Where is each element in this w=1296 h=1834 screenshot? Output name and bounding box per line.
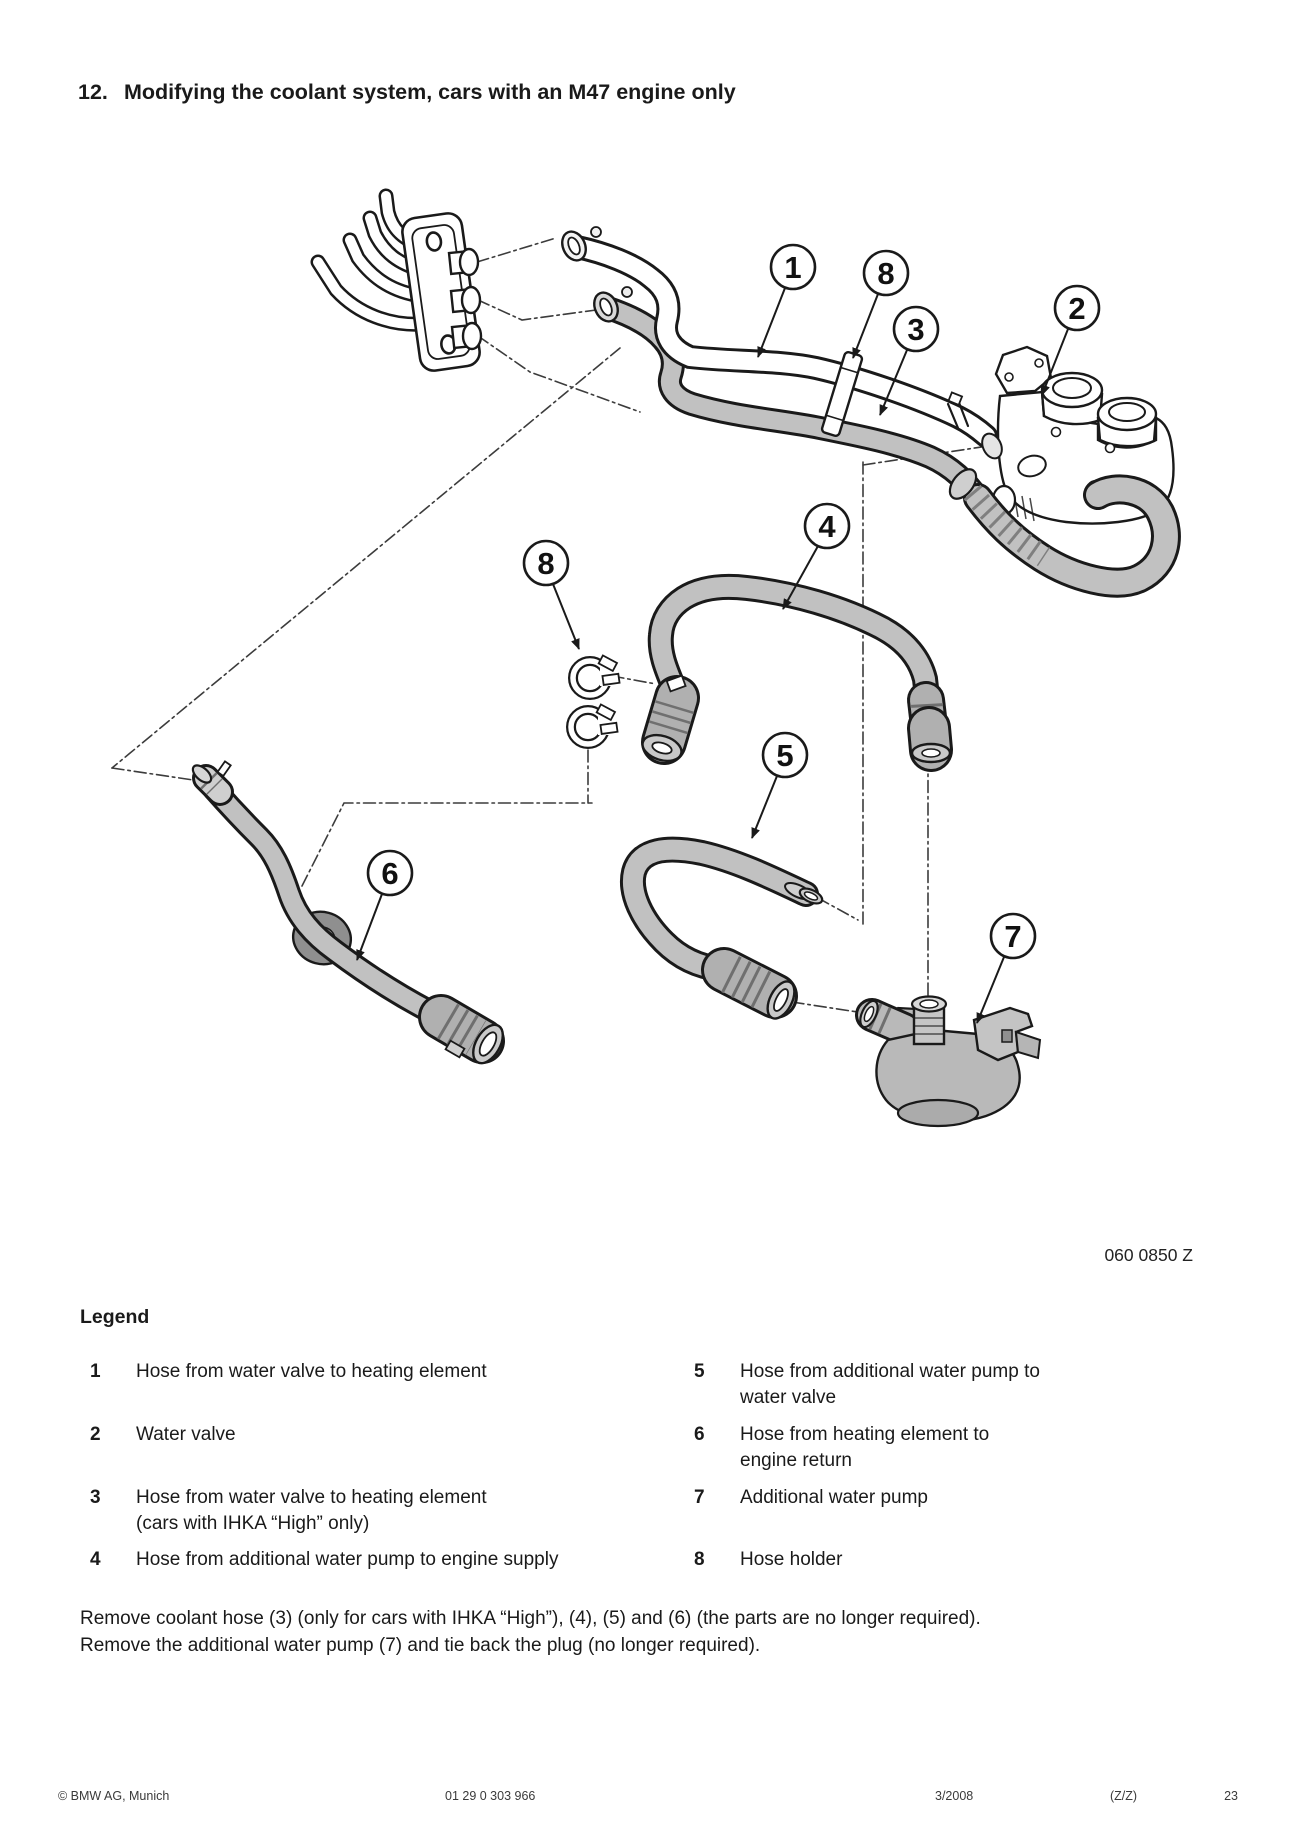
footer-date: 3/2008 bbox=[935, 1789, 974, 1803]
legend-item-number: 1 bbox=[90, 1361, 101, 1382]
legend-item-7: 7 Additional water pump bbox=[694, 1485, 1054, 1511]
svg-text:1: 1 bbox=[784, 250, 802, 285]
callout-1 bbox=[771, 245, 815, 289]
callout-4 bbox=[805, 504, 849, 548]
instruction-paragraph: Remove coolant hose (3) (only for cars with IHKA “High”), (4), (5) and (6) (the parts are no longer required). Remove the additional water pump (7) and tie back the plug (no longer required). bbox=[80, 1608, 981, 1656]
footer-revision: (Z/Z) bbox=[1110, 1789, 1138, 1803]
legend-item-number: 6 bbox=[694, 1424, 705, 1445]
svg-text:2: 2 bbox=[1068, 291, 1086, 326]
figure-reference: 060 0850 Z bbox=[1104, 1245, 1193, 1265]
callout-6 bbox=[368, 851, 412, 895]
footer-doc-number: 01 29 0 303 966 bbox=[445, 1789, 536, 1803]
svg-text:8: 8 bbox=[537, 546, 555, 581]
hose-clamps bbox=[571, 655, 620, 744]
legend-item-1: 1 Hose from water valve to heating element bbox=[90, 1359, 610, 1385]
svg-text:6: 6 bbox=[381, 856, 399, 891]
legend-item-number: 4 bbox=[90, 1549, 101, 1570]
callout-7 bbox=[991, 914, 1035, 958]
svg-text:3: 3 bbox=[907, 312, 925, 347]
hose-5 bbox=[633, 850, 824, 1023]
svg-text:4: 4 bbox=[818, 509, 836, 544]
section-number: 12. bbox=[78, 80, 108, 104]
callout-8-top bbox=[864, 251, 908, 295]
callout-3 bbox=[894, 307, 938, 351]
callout-2 bbox=[1055, 286, 1099, 330]
water-pump bbox=[857, 997, 1040, 1127]
legend-item-6: 6 Hose from heating element to engine return bbox=[694, 1424, 990, 1471]
legend-item-2: 2 Water valve bbox=[90, 1422, 610, 1448]
legend-item-8: 8 Hose holder bbox=[694, 1547, 1054, 1573]
svg-text:8: 8 bbox=[877, 256, 895, 291]
legend-item-5: 5 Hose from additional water pump to water valve bbox=[694, 1361, 1040, 1408]
page-title: Modifying the coolant system, cars with an M47 engine only bbox=[124, 80, 736, 104]
heater-flange bbox=[318, 196, 481, 372]
footer-page-number: 23 bbox=[1224, 1789, 1238, 1803]
legend-item-number: 8 bbox=[694, 1549, 705, 1570]
legend-title: Legend bbox=[80, 1306, 150, 1328]
legend-item-number: 5 bbox=[694, 1361, 705, 1382]
footer-copyright: © BMW AG, Munich bbox=[58, 1789, 170, 1803]
hose-6 bbox=[190, 761, 509, 1068]
legend-item-number: 2 bbox=[90, 1424, 101, 1445]
legend-item-number: 7 bbox=[694, 1487, 705, 1508]
svg-text:5: 5 bbox=[776, 738, 794, 773]
legend-item-3: 3 Hose from water valve to heating element (cars with IHKA “High” only) bbox=[90, 1487, 487, 1534]
svg-text:7: 7 bbox=[1004, 919, 1022, 954]
callout-5 bbox=[763, 733, 807, 777]
legend-item-4: 4 Hose from additional water pump to engine supply bbox=[90, 1547, 630, 1573]
callout-8-mid bbox=[524, 541, 568, 585]
legend-item-number: 3 bbox=[90, 1487, 101, 1508]
